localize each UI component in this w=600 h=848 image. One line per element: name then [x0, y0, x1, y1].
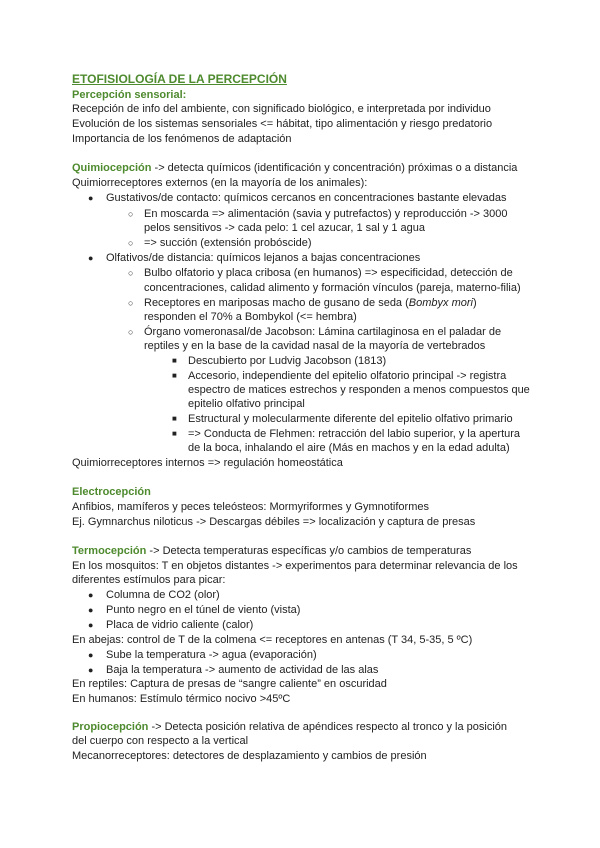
termo-heading: Termocepción — [72, 545, 147, 557]
gust-sub2: => succión (extensión probóscide) — [144, 237, 312, 249]
quimio-externos: Quimiorreceptores externos (en la mayoría de los animales): — [72, 177, 368, 189]
termo-heading-desc: -> Detecta temperaturas específicas y/o cambios de temperaturas — [146, 545, 472, 557]
bullet-square-icon: ■ — [172, 371, 177, 380]
electro-line-1: Anfibios, mamíferos y peces teleósteos: Mormyriformes y Gymnotiformes — [72, 501, 429, 513]
olf-sub1-line-2: concentraciones, calidad alimento y formación vínculos (pareja, materno-filia) — [144, 282, 521, 294]
termo-abejas: En abejas: control de T de la colmena <= receptores en antenas (T 34, 5-35, 5 ºC) — [72, 634, 473, 646]
quimio-heading-line — [72, 161, 517, 175]
propio-heading-line — [72, 720, 507, 734]
mosquito-stimulus-1: Columna de CO2 (olor) — [106, 589, 220, 601]
termo-line-2: diferentes estímulos para picar: — [72, 574, 226, 586]
olf-sub2-close: ) — [472, 297, 477, 309]
electro-heading: Electrocepción — [72, 486, 151, 498]
bullet-circle-icon: ○ — [128, 298, 134, 308]
propio-heading: Propiocepción — [72, 721, 149, 733]
termo-heading-line — [72, 544, 471, 558]
olf-sub3-line-1: Órgano vomeronasal/de Jacobson: Lámina cartilaginosa en el paladar de — [144, 326, 502, 338]
bullet-dot-icon: ● — [88, 650, 94, 660]
vom-item-2-line-1: Accesorio, independiente del epitelio olfatorio principal -> registra — [188, 370, 507, 382]
bullet-dot-icon: ● — [88, 605, 94, 615]
percepcion-line-3: Importancia de los fenómenos de adaptación — [72, 133, 292, 145]
vom-item-4-line-1: => Conducta de Flehmen: retracción del labio superior, y la apertura — [188, 428, 521, 440]
propio-heading-desc: -> Detecta posición relativa de apéndices respecto al tronco y la posición — [148, 721, 508, 733]
quimio-gustativos: Gustativos/de contacto: químicos cercanos en concentraciones bastante elevadas — [106, 192, 507, 204]
species-name: Bombyx mori — [408, 297, 473, 309]
propio-line-2: del cuerpo con respecto a la vertical — [72, 735, 249, 747]
olf-sub2-line-1 — [144, 296, 477, 310]
vom-item-4-line-2: de la boca, inhalando el aire (Más en machos y en la edad adulta) — [188, 442, 510, 454]
abejas-item-1: Sube la temperatura -> agua (evaporación) — [106, 649, 317, 661]
vom-item-2-line-2: espectro de matices estrechos y responden a menos compuestos que — [188, 384, 530, 396]
termo-humanos: En humanos: Estímulo térmico nocivo >45ºC — [72, 693, 291, 705]
quimio-internos: Quimiorreceptores internos => regulación homeostática — [72, 457, 343, 469]
termo-line-1: En los mosquitos: T en objetos distantes -> experimentos para determinar relevancia de los — [72, 560, 518, 572]
bullet-dot-icon: ● — [88, 620, 94, 630]
olf-sub1-line-1: Bulbo olfatorio y placa cribosa (en humanos) => especificidad, detección de — [144, 267, 513, 279]
quimio-olfativos: Olfativos/de distancia: químicos lejanos a bajas concentraciones — [106, 252, 421, 264]
bullet-circle-icon: ○ — [128, 327, 134, 337]
vom-item-2-line-3: epitelio olfativo principal — [188, 398, 305, 410]
percepcion-line-2: Evolución de los sistemas sensoriales <= hábitat, tipo alimentación y riesgo predatorio — [72, 118, 493, 130]
gust-sub1-line-1: En moscarda => alimentación (savia y putrefactos) y reproducción -> 3000 — [144, 208, 508, 220]
bullet-circle-icon: ○ — [128, 268, 134, 278]
bullet-dot-icon: ● — [88, 193, 94, 203]
termo-reptiles: En reptiles: Captura de presas de “sangre caliente” en oscuridad — [72, 678, 387, 690]
bullet-circle-icon: ○ — [128, 209, 134, 219]
electro-line-2: Ej. Gymnarchus niloticus -> Descargas débiles => localización y captura de presas — [72, 516, 476, 528]
bullet-square-icon: ■ — [172, 414, 177, 423]
olf-sub2-line-2: responden el 70% a Bombykol (<= hembra) — [144, 311, 357, 323]
mosquito-stimulus-2: Punto negro en el túnel de viento (vista) — [106, 604, 301, 616]
vom-item-3: Estructural y molecularmente diferente del epitelio olfativo primario — [188, 413, 513, 425]
quimio-heading-desc: -> detecta químicos (identificación y concentración) próximas o a distancia — [151, 162, 518, 174]
propio-line-3: Mecanorreceptores: detectores de desplazamiento y cambios de presión — [72, 750, 427, 762]
percepcion-line-1: Recepción de info del ambiente, con significado biológico, e interpretada por individuo — [72, 103, 491, 115]
gust-sub1-line-2: pelos sensitivos -> cada pelo: 1 cel azucar, 1 sal y 1 agua — [144, 222, 425, 234]
abejas-item-2: Baja la temperatura -> aumento de actividad de las alas — [106, 664, 379, 676]
mosquito-stimulus-3: Placa de vidrio caliente (calor) — [106, 619, 254, 631]
bullet-square-icon: ■ — [172, 356, 177, 365]
bullet-square-icon: ■ — [172, 429, 177, 438]
bullet-dot-icon: ● — [88, 590, 94, 600]
olf-sub2-text: Receptores en mariposas macho de gusano de seda ( — [144, 297, 409, 309]
bullet-dot-icon: ● — [88, 253, 94, 263]
olf-sub3-line-2: reptiles y en la base de la cavidad nasal de la mayoría de vertebrados — [144, 340, 486, 352]
bullet-dot-icon: ● — [88, 665, 94, 675]
quimio-heading: Quimiocepción — [72, 162, 152, 174]
document-title: ETOFISIOLOGÍA DE LA PERCEPCIÓN — [72, 72, 287, 86]
percepcion-heading: Percepción sensorial: — [72, 89, 187, 101]
bullet-circle-icon: ○ — [128, 238, 134, 248]
vom-item-1: Descubierto por Ludvig Jacobson (1813) — [188, 355, 387, 367]
